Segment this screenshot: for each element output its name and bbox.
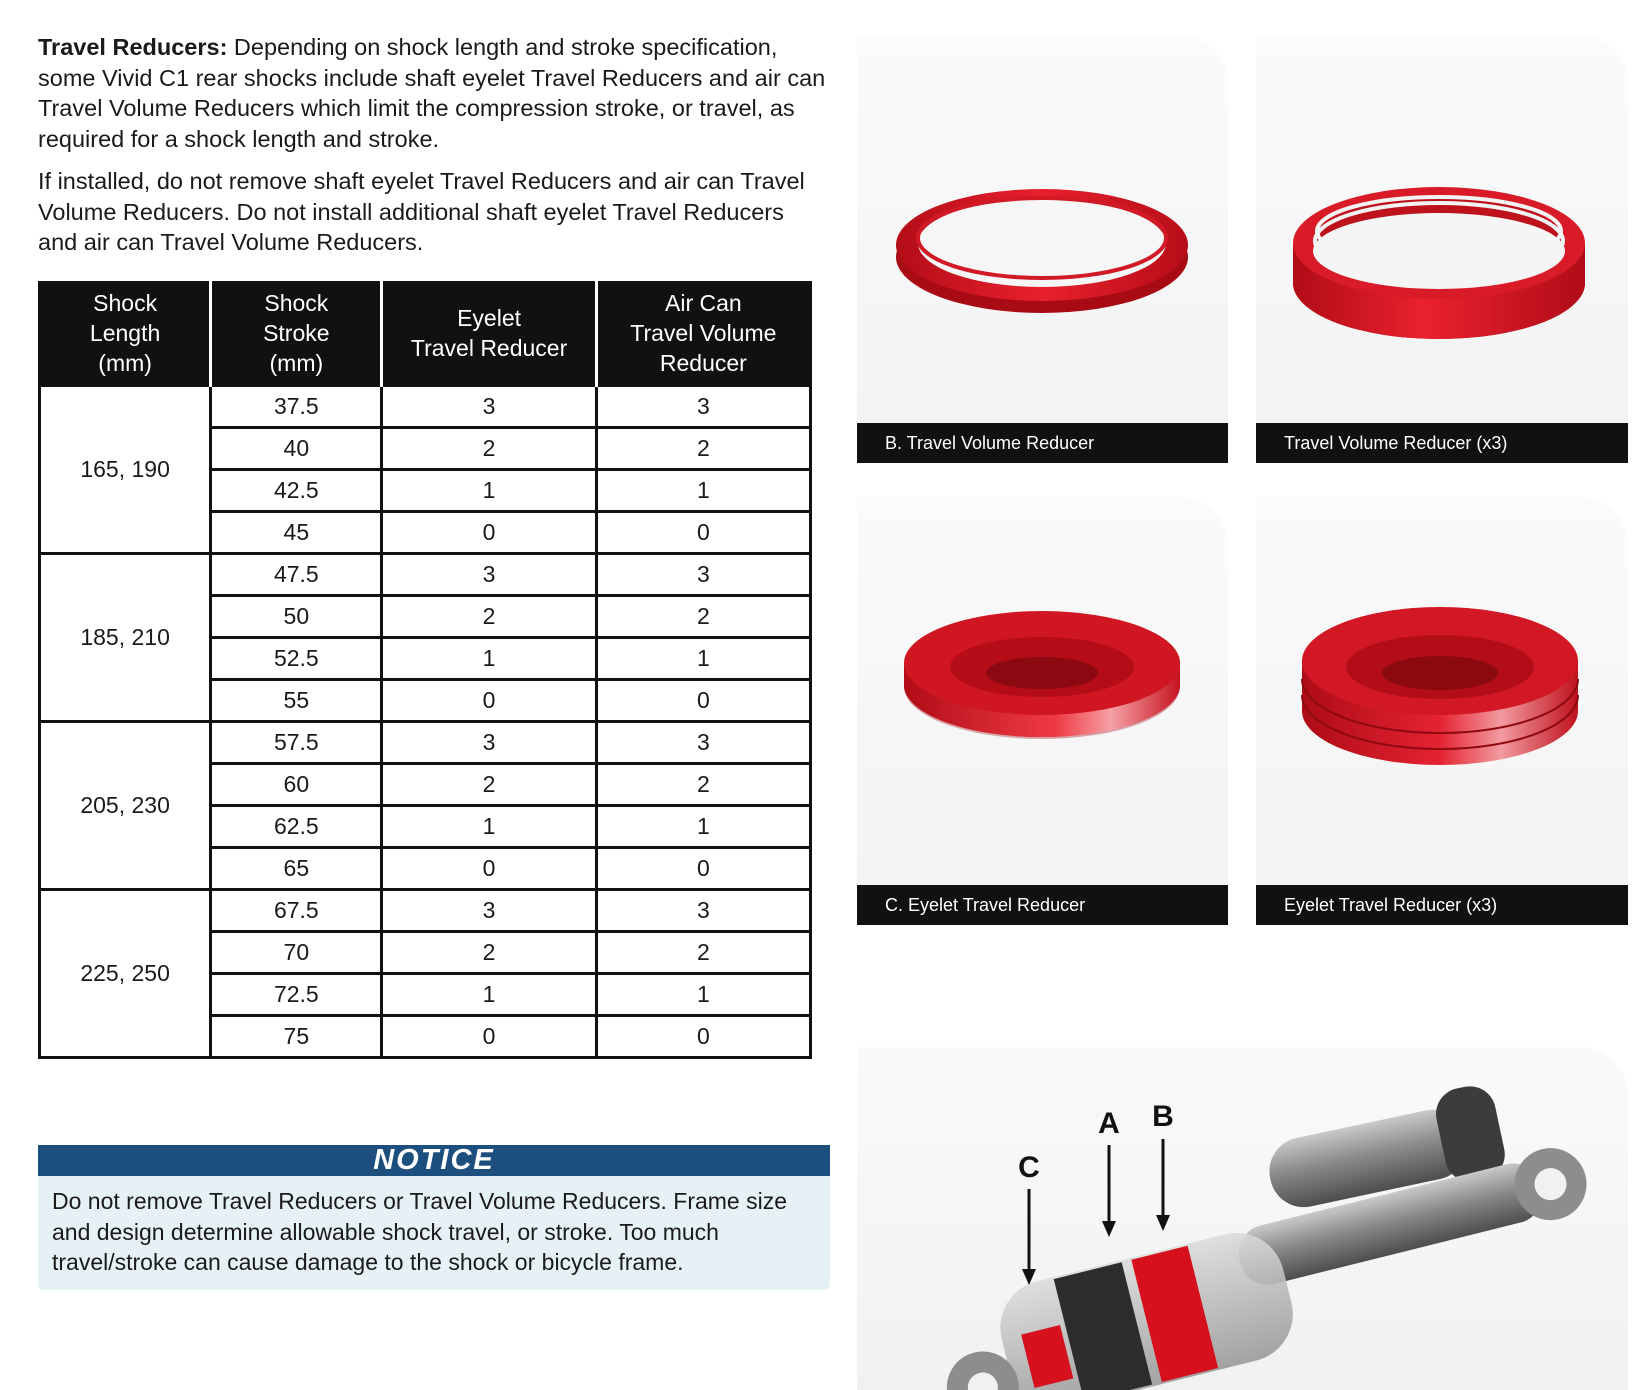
cell-air-can-reducer: 1 bbox=[596, 638, 810, 680]
cell-shock-length: 205, 230 bbox=[40, 722, 211, 890]
card-eyelet-travel-reducer bbox=[857, 497, 1228, 925]
cell-shock-stroke: 57.5 bbox=[211, 722, 382, 764]
card-travel-volume-reducer bbox=[857, 35, 1228, 463]
cell-air-can-reducer: 2 bbox=[596, 764, 810, 806]
header-shock-stroke bbox=[211, 281, 382, 386]
card-caption: B. Travel Volume Reducer bbox=[857, 423, 1228, 463]
cell-shock-stroke: 42.5 bbox=[211, 470, 382, 512]
cell-air-can-reducer: 2 bbox=[596, 596, 810, 638]
header-line: Travel Volume bbox=[630, 319, 777, 346]
intro-paragraph-1 bbox=[38, 32, 828, 154]
travel-reducer-table bbox=[38, 281, 812, 1059]
cell-eyelet-reducer: 3 bbox=[382, 890, 596, 932]
header-eyelet-travel-reducer bbox=[382, 281, 596, 386]
label-b: B bbox=[1152, 1100, 1174, 1133]
cell-shock-length: 185, 210 bbox=[40, 554, 211, 722]
cell-eyelet-reducer: 0 bbox=[382, 512, 596, 554]
header-line: Stroke bbox=[263, 319, 330, 346]
intro-paragraph-2: If installed, do not remove shaft eyelet Travel Reducers and air can Travel Volume Reducers. Do not install additional shaft eyelet Travel Reducers and air can Travel Volume Reducers. bbox=[38, 168, 805, 255]
card-caption: Travel Volume Reducer (x3) bbox=[1256, 423, 1628, 463]
cell-air-can-reducer: 0 bbox=[596, 848, 810, 890]
rear-shock-illustration bbox=[857, 1047, 1628, 1390]
cell-shock-stroke: 45 bbox=[211, 512, 382, 554]
notice-box bbox=[38, 1145, 830, 1290]
cell-shock-stroke: 40 bbox=[211, 428, 382, 470]
table-row bbox=[40, 890, 811, 932]
card-travel-volume-reducer-x3 bbox=[1256, 35, 1628, 463]
cell-air-can-reducer: 0 bbox=[596, 1016, 810, 1058]
header-line: Air Can bbox=[665, 289, 742, 316]
cell-eyelet-reducer: 0 bbox=[382, 680, 596, 722]
cell-shock-stroke: 52.5 bbox=[211, 638, 382, 680]
cell-shock-stroke: 47.5 bbox=[211, 554, 382, 596]
cell-shock-stroke: 65 bbox=[211, 848, 382, 890]
header-line: Shock bbox=[264, 289, 329, 316]
cell-air-can-reducer: 3 bbox=[596, 554, 810, 596]
header-shock-length bbox=[40, 281, 211, 386]
cell-eyelet-reducer: 0 bbox=[382, 1016, 596, 1058]
cell-shock-stroke: 70 bbox=[211, 932, 382, 974]
cell-air-can-reducer: 3 bbox=[596, 386, 810, 428]
cell-shock-length: 225, 250 bbox=[40, 890, 211, 1058]
cell-eyelet-reducer: 3 bbox=[382, 554, 596, 596]
header-air-can-travel-volume-reducer bbox=[596, 281, 810, 386]
header-line: Length bbox=[89, 319, 161, 346]
notice-body: Do not remove Travel Reducers or Travel Volume Reducers. Frame size and design determine allowable shock travel, or stroke. Too much travel/stroke can cause damage to the shock or bicycle frame. bbox=[38, 1176, 830, 1290]
cell-air-can-reducer: 1 bbox=[596, 974, 810, 1016]
cell-eyelet-reducer: 1 bbox=[382, 974, 596, 1016]
cell-shock-stroke: 62.5 bbox=[211, 806, 382, 848]
table-body bbox=[40, 386, 811, 1058]
header-line: Eyelet bbox=[457, 304, 522, 331]
header-line: Shock bbox=[93, 289, 158, 316]
cell-air-can-reducer: 1 bbox=[596, 806, 810, 848]
cell-shock-stroke: 50 bbox=[211, 596, 382, 638]
cell-shock-stroke: 67.5 bbox=[211, 890, 382, 932]
cell-air-can-reducer: 0 bbox=[596, 512, 810, 554]
cell-eyelet-reducer: 2 bbox=[382, 932, 596, 974]
single-ring-reducer-icon bbox=[857, 35, 1228, 463]
cell-shock-stroke: 55 bbox=[211, 680, 382, 722]
intro-lead: Travel Reducers: bbox=[38, 34, 228, 60]
cell-air-can-reducer: 1 bbox=[596, 470, 810, 512]
card-caption: Eyelet Travel Reducer (x3) bbox=[1256, 885, 1628, 925]
label-a: A bbox=[1098, 1107, 1120, 1140]
cell-shock-stroke: 37.5 bbox=[211, 386, 382, 428]
table-header-row bbox=[40, 281, 811, 386]
header-line: (mm) bbox=[269, 349, 324, 376]
cell-shock-stroke: 75 bbox=[211, 1016, 382, 1058]
notice-title: NOTICE bbox=[38, 1145, 830, 1176]
cell-eyelet-reducer: 2 bbox=[382, 596, 596, 638]
cell-shock-stroke: 72.5 bbox=[211, 974, 382, 1016]
header-line: (mm) bbox=[98, 349, 152, 376]
cell-air-can-reducer: 3 bbox=[596, 890, 810, 932]
table-row bbox=[40, 554, 811, 596]
triple-cup-reducer-icon bbox=[1256, 497, 1628, 925]
single-cup-reducer-icon bbox=[857, 497, 1228, 925]
cell-eyelet-reducer: 1 bbox=[382, 638, 596, 680]
cell-eyelet-reducer: 2 bbox=[382, 428, 596, 470]
cell-air-can-reducer: 2 bbox=[596, 932, 810, 974]
table-row bbox=[40, 722, 811, 764]
cell-air-can-reducer: 3 bbox=[596, 722, 810, 764]
card-caption: C. Eyelet Travel Reducer bbox=[857, 885, 1228, 925]
header-line: Reducer bbox=[659, 349, 747, 376]
cell-shock-stroke: 60 bbox=[211, 764, 382, 806]
cell-air-can-reducer: 2 bbox=[596, 428, 810, 470]
cell-eyelet-reducer: 1 bbox=[382, 470, 596, 512]
header-line: Travel Reducer bbox=[410, 334, 568, 361]
card-eyelet-travel-reducer-x3 bbox=[1256, 497, 1628, 925]
cell-eyelet-reducer: 3 bbox=[382, 722, 596, 764]
table-row bbox=[40, 386, 811, 428]
intro-text bbox=[38, 32, 828, 270]
cell-eyelet-reducer: 2 bbox=[382, 764, 596, 806]
triple-ring-reducer-icon bbox=[1256, 35, 1628, 463]
intro-p1-text: Depending on shock length and stroke specification, some Vivid C1 rear shocks include shaft eyelet Travel Reducers and air can Travel Volume Reducers which limit the compression stroke, or travel, as required for a shock length and stroke. bbox=[38, 34, 826, 152]
cell-eyelet-reducer: 3 bbox=[382, 386, 596, 428]
label-c: C bbox=[1018, 1151, 1040, 1184]
rear-shock-diagram bbox=[857, 1047, 1628, 1390]
cell-eyelet-reducer: 0 bbox=[382, 848, 596, 890]
cell-air-can-reducer: 0 bbox=[596, 680, 810, 722]
cell-shock-length: 165, 190 bbox=[40, 386, 211, 554]
cell-eyelet-reducer: 1 bbox=[382, 806, 596, 848]
